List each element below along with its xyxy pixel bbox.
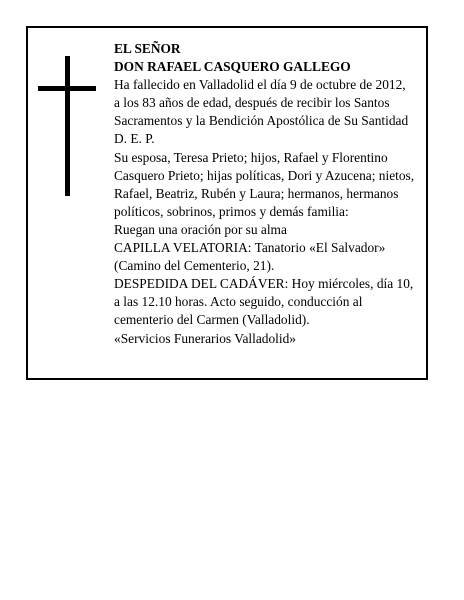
body-line: Casquero Prieto; hijas políticas, Dori y Azucena; nietos, — [114, 167, 415, 183]
body-line: CAPILLA VELATORIA: Tanatorio «El Salvador» — [114, 240, 386, 256]
body-line: Su esposa, Teresa Prieto; hijos, Rafael y Florentino — [114, 149, 388, 165]
cross-vertical-bar — [65, 56, 70, 196]
body-line: a las 12.10 horas. Acto seguido, conducción al — [114, 294, 363, 310]
title-line: EL SEÑOR — [114, 41, 181, 56]
funeral-home-signature: «Servicios Funerarios Valladolid» — [114, 330, 296, 346]
body-line: a los 83 años de edad, después de recibir los Santos — [114, 95, 390, 111]
deceased-name: DON RAFAEL CASQUERO GALLEGO — [114, 59, 351, 75]
cross-horizontal-bar — [38, 86, 96, 91]
body-line: políticos, sobrinos, primos y demás familia: — [114, 203, 349, 219]
body-line: Sacramentos y la Bendición Apostólica de Su Santidad — [114, 113, 409, 129]
body-line: D. E. P. — [114, 131, 155, 147]
body-line: Ha fallecido en Valladolid el día 9 de octubre de 2012, — [114, 77, 406, 93]
body-line: DESPEDIDA DEL CADÁVER: Hoy miércoles, día 10, — [114, 276, 414, 292]
cross-icon — [38, 56, 96, 196]
notice-text — [114, 40, 426, 348]
body-line: cementerio del Carmen (Valladolid). — [114, 312, 310, 328]
body-line: Ruegan una oración por su alma — [114, 221, 287, 237]
body-line: Rafael, Beatriz, Rubén y Laura; hermanos, hermanos — [114, 185, 399, 201]
obituary-notice — [26, 26, 428, 380]
body-line: (Camino del Cementerio, 21). — [114, 258, 275, 274]
